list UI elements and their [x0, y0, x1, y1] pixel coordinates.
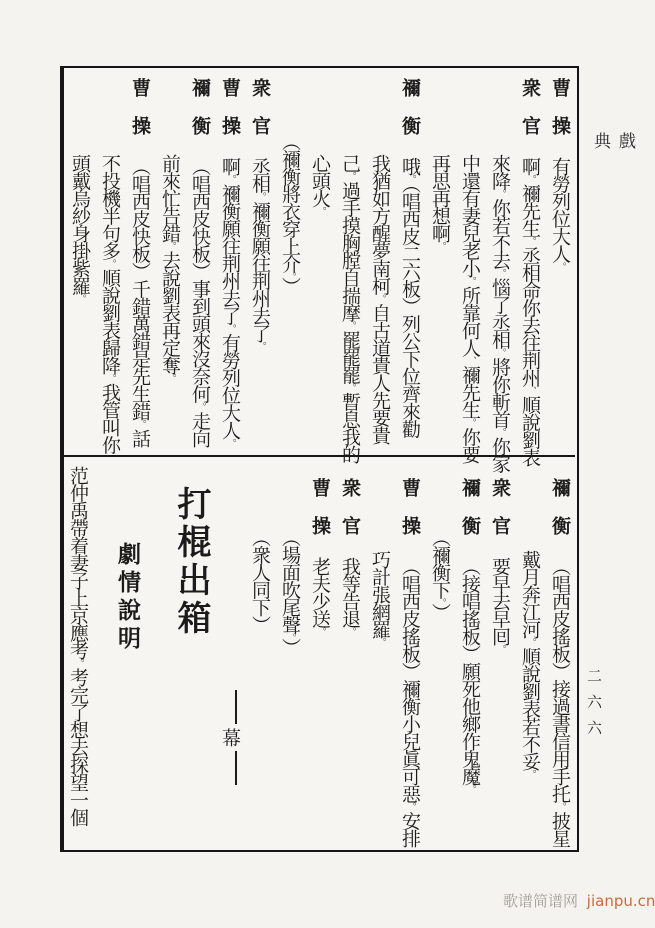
dialogue-column — [515, 458, 545, 848]
punctuation: 。 — [525, 236, 536, 246]
dialogue-column — [455, 68, 485, 463]
punctuation: 。 — [345, 171, 356, 181]
speaker-name: 禰衡 — [459, 478, 481, 554]
dialogue-column — [185, 68, 215, 454]
speaker-name: 曹操 — [549, 78, 571, 154]
dialogue-column — [365, 458, 395, 848]
punctuation: 。 — [495, 644, 506, 654]
punctuation: 。 — [165, 373, 176, 383]
script-section-bottom — [64, 458, 575, 848]
curtain-label: 幕 — [219, 686, 241, 789]
stage-direction-column — [275, 458, 305, 848]
play-title-column — [167, 458, 215, 848]
punctuation: 。 — [255, 341, 266, 351]
stage-direction-column — [245, 458, 275, 848]
stage-direction-column — [275, 68, 305, 454]
watermark — [503, 890, 655, 911]
punctuation: 。 — [555, 802, 566, 812]
punctuation: 。 — [525, 637, 536, 647]
stage-direction: （禰衡將衣穿上介。） — [279, 132, 301, 295]
punctuation: 。 — [465, 418, 476, 428]
punctuation: 。 — [255, 192, 266, 202]
dialogue-text: 我等告退。 — [339, 557, 361, 637]
punctuation: 、 — [465, 356, 476, 366]
dialogue-column — [455, 458, 485, 848]
dialogue-column — [545, 68, 575, 454]
dialogue-text: 再思再想啊。 — [429, 154, 451, 251]
dialogue-text: 哦。（唱西皮二六板）列公下位齊來勸 — [399, 157, 421, 437]
speaker-name: 衆官 — [519, 78, 541, 154]
punctuation: 。 — [465, 784, 476, 794]
book-title-char: 戲 — [615, 132, 635, 149]
dialogue-column — [125, 68, 155, 454]
dialogue-text: 己。過手摸胸膛自揣摩。罷罷罷。暫息我的 — [339, 154, 361, 463]
speaker-name: 衆官 — [249, 78, 271, 154]
dialogue-text: 來降。你若不去。惱了丞相。將你斬首。你家 — [489, 154, 511, 472]
dialogue-column — [425, 68, 455, 454]
punctuation: 。 — [405, 802, 416, 812]
speaker-name: 禰衡 — [549, 478, 571, 554]
punctuation: 。 — [105, 259, 116, 269]
punctuation: 。 — [315, 206, 326, 216]
dialogue-column — [335, 68, 365, 463]
dialogue-text: 心頭火。 — [309, 154, 331, 216]
punctuation: 。 — [225, 324, 236, 334]
dialogue-text: 要早去早囘。 — [489, 557, 511, 654]
dialogue-text: 中還有妻兒老小。所靠何人、禰先生。你要 — [459, 154, 481, 463]
stage-direction: （禰衡下。） — [429, 528, 451, 621]
stage-direction: （衆人同下） — [249, 528, 271, 633]
dialogue-text: 有勞列位大人。 — [549, 157, 571, 272]
dialogue-column — [245, 68, 275, 454]
punctuation: 。 — [375, 294, 386, 304]
curtain-marker — [215, 458, 245, 848]
dialogue-column — [545, 458, 575, 848]
dialogue-column — [395, 68, 425, 454]
punctuation: 。 — [195, 402, 206, 412]
dialogue-text: 丞相。禰衡願往荆州去了。 — [249, 157, 271, 351]
speaker-name: 曹操 — [399, 478, 421, 554]
dialogue-text: （唱西皮搖板）接過書信用手托。披星 — [549, 557, 571, 847]
dialogue-text: 戴月奔江河。順說劉表若不妥。 — [519, 550, 541, 779]
punctuation: 。 — [495, 427, 506, 437]
dialogue-text: （唱西皮快板）千錯萬錯是先生錯。話 — [129, 157, 151, 447]
punctuation: 。 — [495, 268, 506, 278]
punctuation: 。 — [465, 276, 476, 286]
punctuation: 。 — [105, 373, 116, 383]
synopsis-text: 范仲禹帶着妻子上京應考。考完了想去探望一個 — [67, 466, 89, 826]
speaker-name: 曹操 — [219, 78, 241, 154]
punctuation: 。 — [345, 321, 356, 331]
book-title — [588, 132, 638, 225]
punctuation: 。 — [135, 419, 146, 429]
punctuation: 。 — [405, 174, 416, 184]
play-title: 打棍出箱 — [171, 486, 211, 638]
punctuation: 。 — [225, 438, 236, 448]
dialogue-text: 啊。禰衡願往荆州去了。有勞列位大人。 — [219, 157, 241, 448]
punctuation: 。 — [435, 241, 446, 251]
dialogue-text: 老夫少送。 — [309, 557, 331, 637]
dialogue-column — [65, 68, 95, 454]
stage-direction: （場面吹尾聲。） — [279, 528, 301, 656]
dialogue-text: 巧計張網羅。 — [369, 550, 391, 647]
dialogue-column — [485, 458, 515, 848]
speaker-name: 曹操 — [309, 478, 331, 554]
dialogue-column — [305, 68, 335, 454]
punctuation: 。 — [495, 189, 506, 199]
dialogue-column — [215, 68, 245, 454]
book-title-char: 典 — [590, 132, 610, 149]
page-number: 二六六 — [585, 668, 603, 746]
punctuation: 。 — [495, 348, 506, 358]
punctuation: 。 — [555, 262, 566, 272]
dialogue-column — [305, 458, 335, 848]
speaker-name: 禰衡 — [399, 78, 421, 154]
punctuation: 。 — [525, 769, 536, 779]
dialogue-column — [335, 458, 365, 848]
synopsis-heading-column — [109, 458, 145, 848]
dialogue-text: （唱西皮搖板）禰衡小兒眞可惡。安排 — [399, 557, 421, 847]
speaker-name: 曹操 — [129, 78, 151, 154]
dialogue-text: 啊。禰先生。丞相命你去往荆州、順說劉表 — [519, 157, 541, 466]
punctuation: 。 — [315, 627, 326, 637]
punctuation: 。 — [165, 241, 176, 251]
dialogue-column — [395, 458, 425, 848]
punctuation: 。 — [345, 383, 356, 393]
dialogue-text: （唱西皮快板）事到頭來沒奈何。走向 — [189, 157, 211, 447]
watermark-site-name: 歌谱简谱网 — [503, 892, 579, 910]
speaker-name: 禰衡 — [189, 78, 211, 154]
dialogue-text: 不投機半句多。順說劉表歸降。我管叫你 — [99, 154, 121, 453]
punctuation: 。 — [375, 637, 386, 647]
punctuation: 。 — [345, 627, 356, 637]
synopsis-heading: 劇情說明 — [114, 542, 140, 654]
punctuation: 、 — [525, 386, 536, 396]
dialogue-text: 前來忙告錯。去說劉表再定奪。 — [159, 154, 181, 383]
punctuation: 。 — [285, 272, 296, 277]
script-section-top — [64, 68, 575, 472]
punctuation: 。 — [435, 598, 446, 603]
punctuation: 。 — [225, 174, 236, 184]
dialogue-text: 我猶如方醒夢南柯。自古道貴人先要貴 — [369, 154, 391, 444]
watermark-site-url: jianpu.cn — [586, 892, 655, 910]
dialogue-column — [95, 68, 125, 454]
stage-direction-column — [425, 458, 455, 848]
dialogue-column — [365, 68, 395, 454]
dialogue-column — [485, 68, 515, 472]
punctuation: 。 — [73, 658, 84, 668]
punctuation: 。 — [525, 174, 536, 184]
speaker-name: 衆官 — [339, 478, 361, 554]
punctuation: 。 — [285, 633, 296, 638]
dialogue-text: （接唱搖板）願死他鄉作鬼魔。 — [459, 557, 481, 794]
punctuation: 。 — [75, 294, 86, 304]
dialogue-text: 頭戴烏紗身掛紫羅。 — [69, 154, 91, 304]
dialogue-column — [155, 68, 185, 454]
dialogue-column — [515, 68, 545, 466]
synopsis-text-column — [63, 458, 93, 848]
speaker-name: 衆官 — [489, 478, 511, 554]
